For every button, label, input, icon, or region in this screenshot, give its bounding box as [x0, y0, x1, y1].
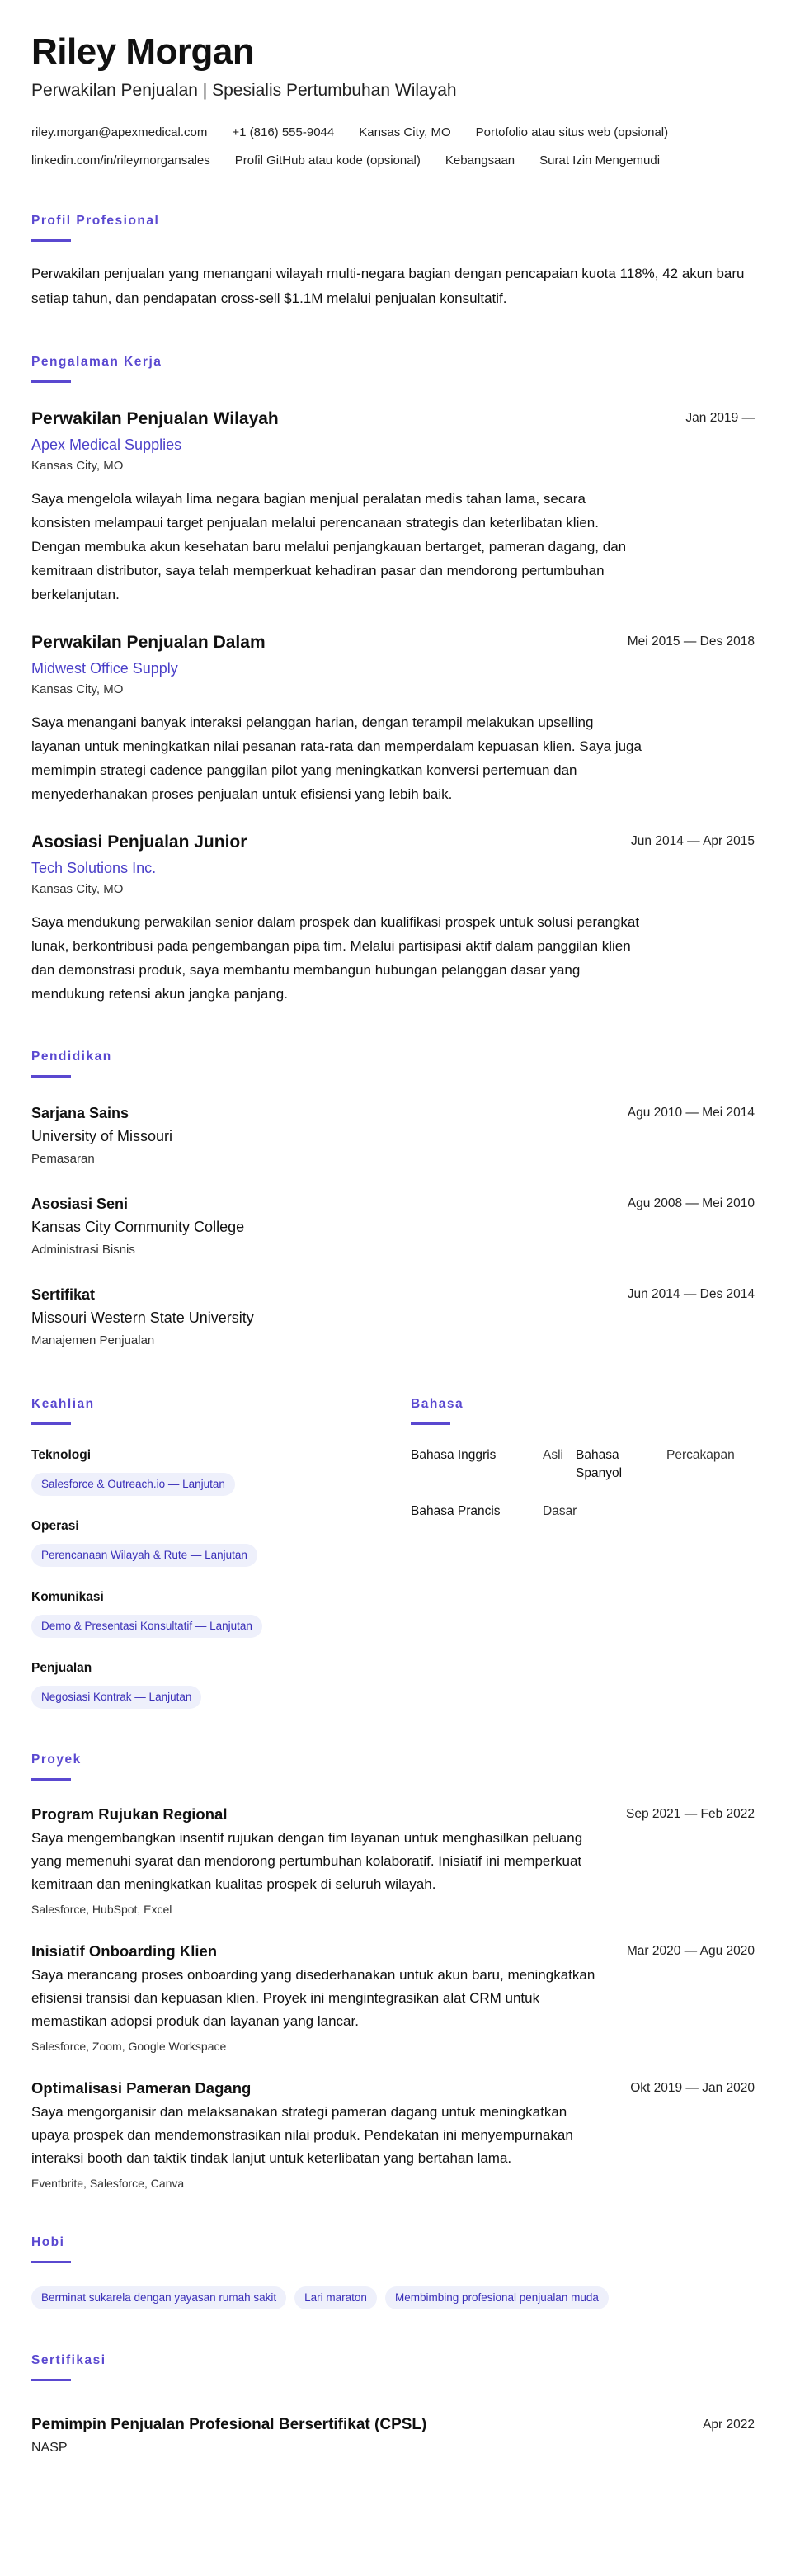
hobby-chip: Berminat sukarela dengan yayasan rumah sakit [31, 2286, 286, 2309]
section-title-hobbies: Hobi [31, 2235, 65, 2249]
section-title-projects: Proyek [31, 1753, 82, 1767]
education-item [31, 1102, 755, 1168]
education-field: Pemasaran [31, 1152, 95, 1166]
education-degree: Sarjana Sains [31, 1105, 129, 1121]
project-date: Okt 2019 — Jan 2020 [630, 2081, 755, 2095]
language-level: Asli [543, 1448, 563, 1462]
section-divider [31, 2261, 71, 2263]
skill-category: Penjualan [31, 1661, 92, 1675]
education-school: Kansas City Community College [31, 1219, 245, 1235]
certification-date: Apr 2022 [703, 2418, 755, 2432]
project-description: Saya mengorganisir dan melaksanakan strategi pameran dagang untuk meningkatkan upaya prospek dan mendemonstrasikan nilai produk. Pendekatan ini menyempurnakan interaksi booth dan taktik tindak lanjut untuk keterlibatan yang bertahan lama. [31, 2104, 573, 2166]
project-title: Optimalisasi Pameran Dagang [31, 2079, 252, 2097]
job-title: Perwakilan Penjualan Dalam [31, 633, 266, 652]
contact-nationality: Kebangsaan [445, 153, 515, 167]
skill-category: Teknologi [31, 1448, 92, 1462]
project-item [31, 1941, 755, 2055]
certification-item [31, 2414, 755, 2457]
education-degree: Asosiasi Seni [31, 1196, 129, 1212]
project-description: Saya merancang proses onboarding yang disederhanakan untuk akun baru, meningkatkan efisiensi transisi dan kepuasan klien. Proyek ini mengintegrasikan alat CRM untuk memastikan adopsi produk dan layanan yang lancar. [31, 1967, 595, 2029]
section-title-education: Pendidikan [31, 1050, 112, 1064]
project-date: Mar 2020 — Agu 2020 [626, 1944, 755, 1958]
education-field: Administrasi Bisnis [31, 1243, 135, 1257]
section-title-languages: Bahasa [411, 1397, 464, 1411]
hobby-list [31, 2286, 755, 2309]
job-description: Saya mengelola wilayah lima negara bagian menjual peralatan medis tahan lama, secara konsisten melampaui target penjualan melalui perencanaan strategis dan keterlibatan klien. Dengan membuka akun kesehatan baru melalui penjangkauan bertarget, pameran dagang, dan kemitraan distributor, saya telah memperkuat kehadiran pasar dan mendorong pertumbuhan berkelanjutan. [31, 491, 627, 602]
education-section [31, 1049, 755, 1350]
project-tech: Eventbrite, Salesforce, Canva [31, 2177, 185, 2190]
certifications-section [31, 2352, 755, 2457]
language-list [411, 1446, 755, 1521]
education-item [31, 1284, 755, 1350]
job-date: Jan 2019 — [685, 411, 755, 425]
job-date: Mei 2015 — Des 2018 [627, 635, 755, 649]
contact-list [31, 124, 755, 170]
project-date: Sep 2021 — Feb 2022 [626, 1807, 755, 1821]
skill-category: Operasi [31, 1519, 79, 1533]
certification-name: Pemimpin Penjualan Profesional Bersertifikat (CPSL) [31, 2416, 427, 2433]
candidate-headline: Perwakilan Penjualan | Spesialis Pertumbuhan Wilayah [31, 81, 457, 100]
section-divider [31, 1778, 71, 1781]
job-location: Kansas City, MO [31, 882, 124, 896]
skill-chip: Perencanaan Wilayah & Rute — Lanjutan [31, 1544, 257, 1567]
section-title-profile: Profil Profesional [31, 214, 160, 228]
job-location: Kansas City, MO [31, 459, 124, 473]
language-name: Bahasa Prancis [411, 1504, 501, 1518]
resume-header [31, 31, 755, 170]
education-school: University of Missouri [31, 1128, 173, 1144]
hobbies-section [31, 2234, 755, 2309]
hobby-chip: Membimbing profesional penjualan muda [385, 2286, 609, 2309]
certification-issuer: NASP [31, 2441, 68, 2455]
section-divider [31, 239, 71, 242]
section-title-certifications: Sertifikasi [31, 2353, 106, 2367]
contact-phone[interactable]: +1 (816) 555-9044 [232, 125, 335, 139]
contact-portfolio[interactable]: Portofolio atau situs web (opsional) [475, 125, 669, 139]
job-company: Apex Medical Supplies [31, 436, 182, 453]
project-tech: Salesforce, Zoom, Google Workspace [31, 2040, 227, 2053]
job-company: Midwest Office Supply [31, 660, 178, 677]
contact-email[interactable]: riley.morgan@apexmedical.com [31, 125, 208, 139]
education-date: Jun 2014 — Des 2014 [627, 1287, 755, 1301]
job-title: Asosiasi Penjualan Junior [31, 833, 247, 852]
education-degree: Sertifikat [31, 1286, 96, 1303]
skill-chip: Negosiasi Kontrak — Lanjutan [31, 1686, 201, 1709]
profile-summary: Perwakilan penjualan yang menangani wilayah multi-negara bagian dengan pencapaian kuota 118%, 42 akun baru setiap tahun, dan pendapatan cross-sell $1.1M melalui penjualan konsultatif. [31, 266, 745, 306]
skill-category: Komunikasi [31, 1590, 104, 1604]
project-item [31, 1804, 755, 1918]
project-title: Program Rujukan Regional [31, 1805, 228, 1823]
job-description: Saya menangani banyak interaksi pelanggan harian, dengan terampil melakukan upselling layanan untuk meningkatkan nilai pesanan rata-rata dan memperdalam kepuasan klien. Saya juga memimpin strategi cadence panggilan pilot yang meningkatkan konversi pertemuan dan menyederhanakan proses penjualan untuk efisiensi yang lebih baik. [31, 715, 642, 802]
skills-languages-row [31, 1396, 755, 1709]
job-description: Saya mendukung perwakilan senior dalam prospek dan kualifikasi prospek untuk solusi perangkat lunak, berkontribusi pada pengembangan pipa tim. Melalui partisipasi aktif dalam panggilan klien dan demonstrasi produk, saya membantu membangun hubungan pelanggan dasar yang mendukung retensi akun jangka panjang. [31, 914, 640, 1002]
section-divider [31, 1075, 71, 1078]
experience-item [31, 631, 755, 806]
contact-location: Kansas City, MO [359, 125, 451, 139]
profile-section [31, 213, 755, 311]
section-divider [31, 380, 71, 383]
section-divider [31, 2379, 71, 2381]
skills-section [31, 1396, 411, 1709]
projects-section [31, 1752, 755, 2191]
languages-section [411, 1396, 755, 1709]
experience-item [31, 408, 755, 606]
project-tech: Salesforce, HubSpot, Excel [31, 1903, 172, 1916]
education-date: Agu 2008 — Mei 2010 [627, 1196, 755, 1210]
skill-chip: Demo & Presentasi Konsultatif — Lanjutan [31, 1615, 262, 1638]
education-school: Missouri Western State University [31, 1309, 254, 1326]
education-item [31, 1193, 755, 1259]
education-date: Agu 2010 — Mei 2014 [627, 1106, 755, 1120]
experience-section [31, 354, 755, 1006]
skill-chip: Salesforce & Outreach.io — Lanjutan [31, 1473, 235, 1496]
experience-item [31, 831, 755, 1006]
job-date: Jun 2014 — Apr 2015 [631, 834, 755, 848]
contact-github[interactable]: Profil GitHub atau kode (opsional) [234, 153, 421, 167]
section-divider [31, 1422, 71, 1425]
project-description: Saya mengembangkan insentif rujukan dengan tim layanan untuk menghasilkan peluang yang memenuhi syarat dan mendorong pertumbuhan kolaboratif. Inisiatif ini memperkuat kemitraan dan meningkatkan kualitas prospek di seluruh wilayah. [31, 1830, 583, 1892]
contact-linkedin[interactable]: linkedin.com/in/rileymorgansales [31, 153, 210, 167]
job-company: Tech Solutions Inc. [31, 860, 157, 876]
candidate-name: Riley Morgan [31, 31, 255, 72]
education-field: Manajemen Penjualan [31, 1333, 155, 1347]
project-title: Inisiatif Onboarding Klien [31, 1942, 218, 1960]
job-location: Kansas City, MO [31, 682, 124, 696]
language-name: Bahasa Spanyol [576, 1448, 623, 1480]
section-title-skills: Keahlian [31, 1397, 95, 1411]
job-title: Perwakilan Penjualan Wilayah [31, 409, 279, 428]
language-level: Dasar [543, 1504, 577, 1518]
project-item [31, 2078, 755, 2191]
section-divider [411, 1422, 450, 1425]
hobby-chip: Lari maraton [294, 2286, 377, 2309]
contact-driving-license: Surat Izin Mengemudi [539, 153, 661, 167]
language-name: Bahasa Inggris [411, 1448, 497, 1462]
language-level: Percakapan [666, 1448, 735, 1462]
section-title-experience: Pengalaman Kerja [31, 355, 162, 369]
